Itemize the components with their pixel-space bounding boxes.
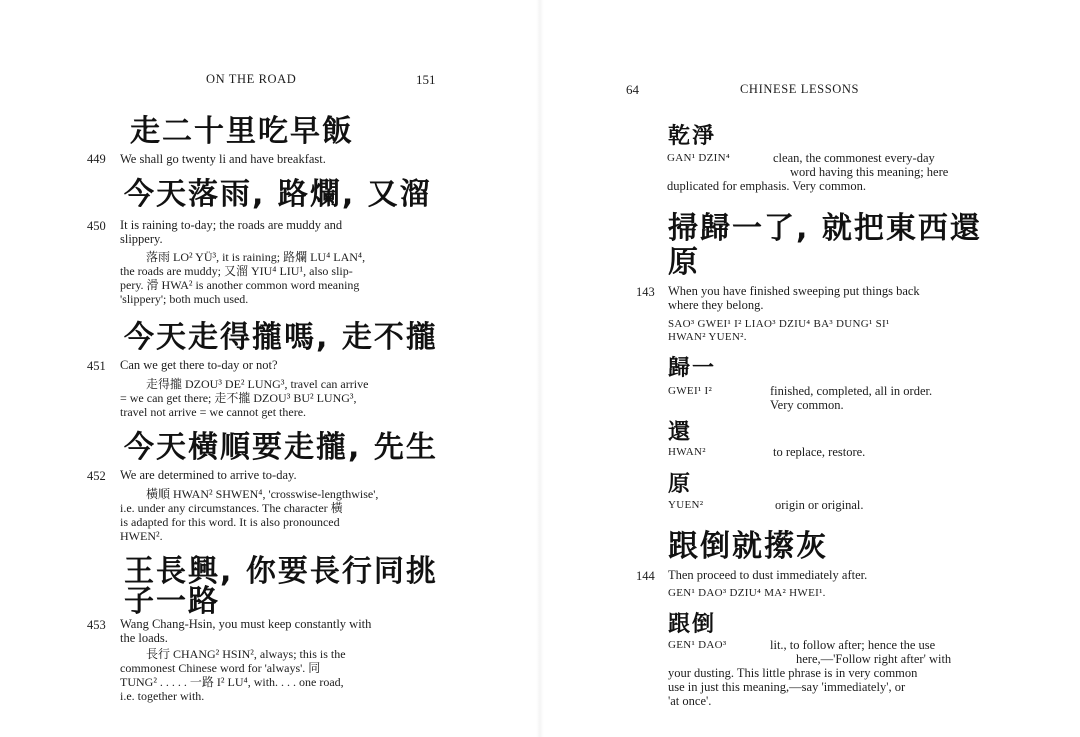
vocab-chinese: 原 <box>668 472 693 497</box>
grammar-note: TUNG² . . . . . 一路 I² LU⁴, with. . . . one road, <box>120 675 344 689</box>
vocab-definition: origin or original. <box>775 498 864 512</box>
vocab-definition: use in just this meaning,—say 'immediately', or <box>668 680 906 694</box>
vocab-definition: word having this meaning; here <box>790 165 949 179</box>
chinese-sentence: 今天落雨, 路爛, 又溜 <box>124 177 432 212</box>
vocab-definition: 'at once'. <box>668 694 712 708</box>
grammar-note: 'slippery'; both much used. <box>120 292 249 306</box>
sentence-number: 451 <box>87 359 106 373</box>
page-number: 64 <box>626 82 639 97</box>
vocab-romanization: GWEI¹ I² <box>668 385 713 397</box>
vocab-definition: lit., to follow after; hence the use <box>770 638 936 652</box>
english-translation: the loads. <box>120 631 168 645</box>
english-translation: We are determined to arrive to-day. <box>120 468 297 482</box>
grammar-note: travel not arrive = we cannot get there. <box>120 405 307 419</box>
grammar-note: HWEN². <box>120 529 163 543</box>
grammar-note: = we can get there; 走不攏 DZOU³ BU² LUNG³, <box>120 391 357 405</box>
grammar-note: pery. 滑 HWA² is another common word meaning <box>120 278 360 292</box>
vocab-romanization: GAN¹ DZIN⁴ <box>667 152 730 164</box>
english-translation: Wang Chang-Hsin, you must keep constantly with <box>120 617 372 631</box>
vocab-chinese: 還 <box>668 420 693 445</box>
sentence-number: 144 <box>636 569 655 583</box>
vocab-chinese: 乾淨 <box>668 124 717 149</box>
vocab-definition: to replace, restore. <box>773 445 866 459</box>
english-translation: where they belong. <box>668 298 764 312</box>
vocab-definition: duplicated for emphasis. Very common. <box>667 179 867 193</box>
chinese-sentence: 今天橫順要走攏, 先生 <box>124 430 438 465</box>
romanization: SAO³ GWEI¹ I² LIAO³ DZIU⁴ BA³ DUNG¹ SI¹ <box>668 318 890 330</box>
chinese-sentence: 子一路 <box>124 584 220 619</box>
vocab-definition: finished, completed, all in order. <box>770 384 933 398</box>
vocab-definition: here,—'Follow right after' with <box>796 652 952 666</box>
romanization: GEN¹ DAO³ DZIU⁴ MA² HWEI¹. <box>668 587 826 599</box>
vocab-definition: Very common. <box>770 398 844 412</box>
right-page <box>540 0 1080 737</box>
grammar-note: i.e. under any circumstances. The character 橫 <box>120 501 343 515</box>
romanization: HWAN² YUEN². <box>668 331 747 343</box>
sentence-number: 449 <box>87 152 106 166</box>
chinese-sentence: 王長興, 你要長行同挑 <box>124 554 438 589</box>
english-translation: slippery. <box>120 232 163 246</box>
vocab-chinese: 跟倒 <box>668 612 717 637</box>
grammar-note: the roads are muddy; 又溜 YIU⁴ LIU¹, also slip- <box>120 264 353 278</box>
chinese-sentence: 原 <box>668 245 700 280</box>
grammar-note: 橫順 HWAN² SHWEN⁴, 'crosswise-lengthwise', <box>146 487 379 501</box>
chinese-sentence: 跟倒就攃灰 <box>668 529 828 564</box>
grammar-note: is adapted for this word. It is also pronounced <box>120 515 340 529</box>
vocab-romanization: HWAN² <box>668 446 706 458</box>
vocab-romanization: YUEN² <box>668 499 704 511</box>
sentence-number: 452 <box>87 469 106 483</box>
english-translation: Then proceed to dust immediately after. <box>668 568 868 582</box>
grammar-note: 長行 CHANG² HSIN², always; this is the <box>146 647 346 661</box>
vocab-chinese: 歸一 <box>668 356 717 381</box>
grammar-note: commonest Chinese word for 'always'. 同 <box>120 661 321 675</box>
chinese-sentence: 掃歸一了, 就把東西還 <box>668 211 982 246</box>
chinese-sentence: 走二十里吃早飯 <box>130 114 354 149</box>
vocab-definition: clean, the commonest every-day <box>773 151 935 165</box>
sentence-number: 143 <box>636 285 655 299</box>
english-translation: Can we get there to-day or not? <box>120 358 278 372</box>
grammar-note: 走得攏 DZOU³ DE² LUNG³, travel can arrive <box>146 377 369 391</box>
sentence-number: 450 <box>87 219 106 233</box>
vocab-definition: your dusting. This little phrase is in very common <box>668 666 918 680</box>
english-translation: When you have finished sweeping put things back <box>668 284 920 298</box>
english-translation: It is raining to-day; the roads are muddy and <box>120 218 343 232</box>
english-translation: We shall go twenty li and have breakfast. <box>120 152 326 166</box>
vocab-romanization: GEN¹ DAO³ <box>668 639 727 651</box>
running-head: CHINESE LESSONS <box>740 82 860 96</box>
chinese-sentence: 今天走得攏嗎, 走不攏 <box>124 320 438 355</box>
grammar-note: 落雨 LO² YÜ³, it is raining; 路爛 LU⁴ LAN⁴, <box>146 250 366 264</box>
sentence-number: 453 <box>87 618 106 632</box>
grammar-note: i.e. together with. <box>120 689 205 703</box>
running-head: ON THE ROAD <box>206 72 297 86</box>
page-number: 151 <box>416 72 436 87</box>
